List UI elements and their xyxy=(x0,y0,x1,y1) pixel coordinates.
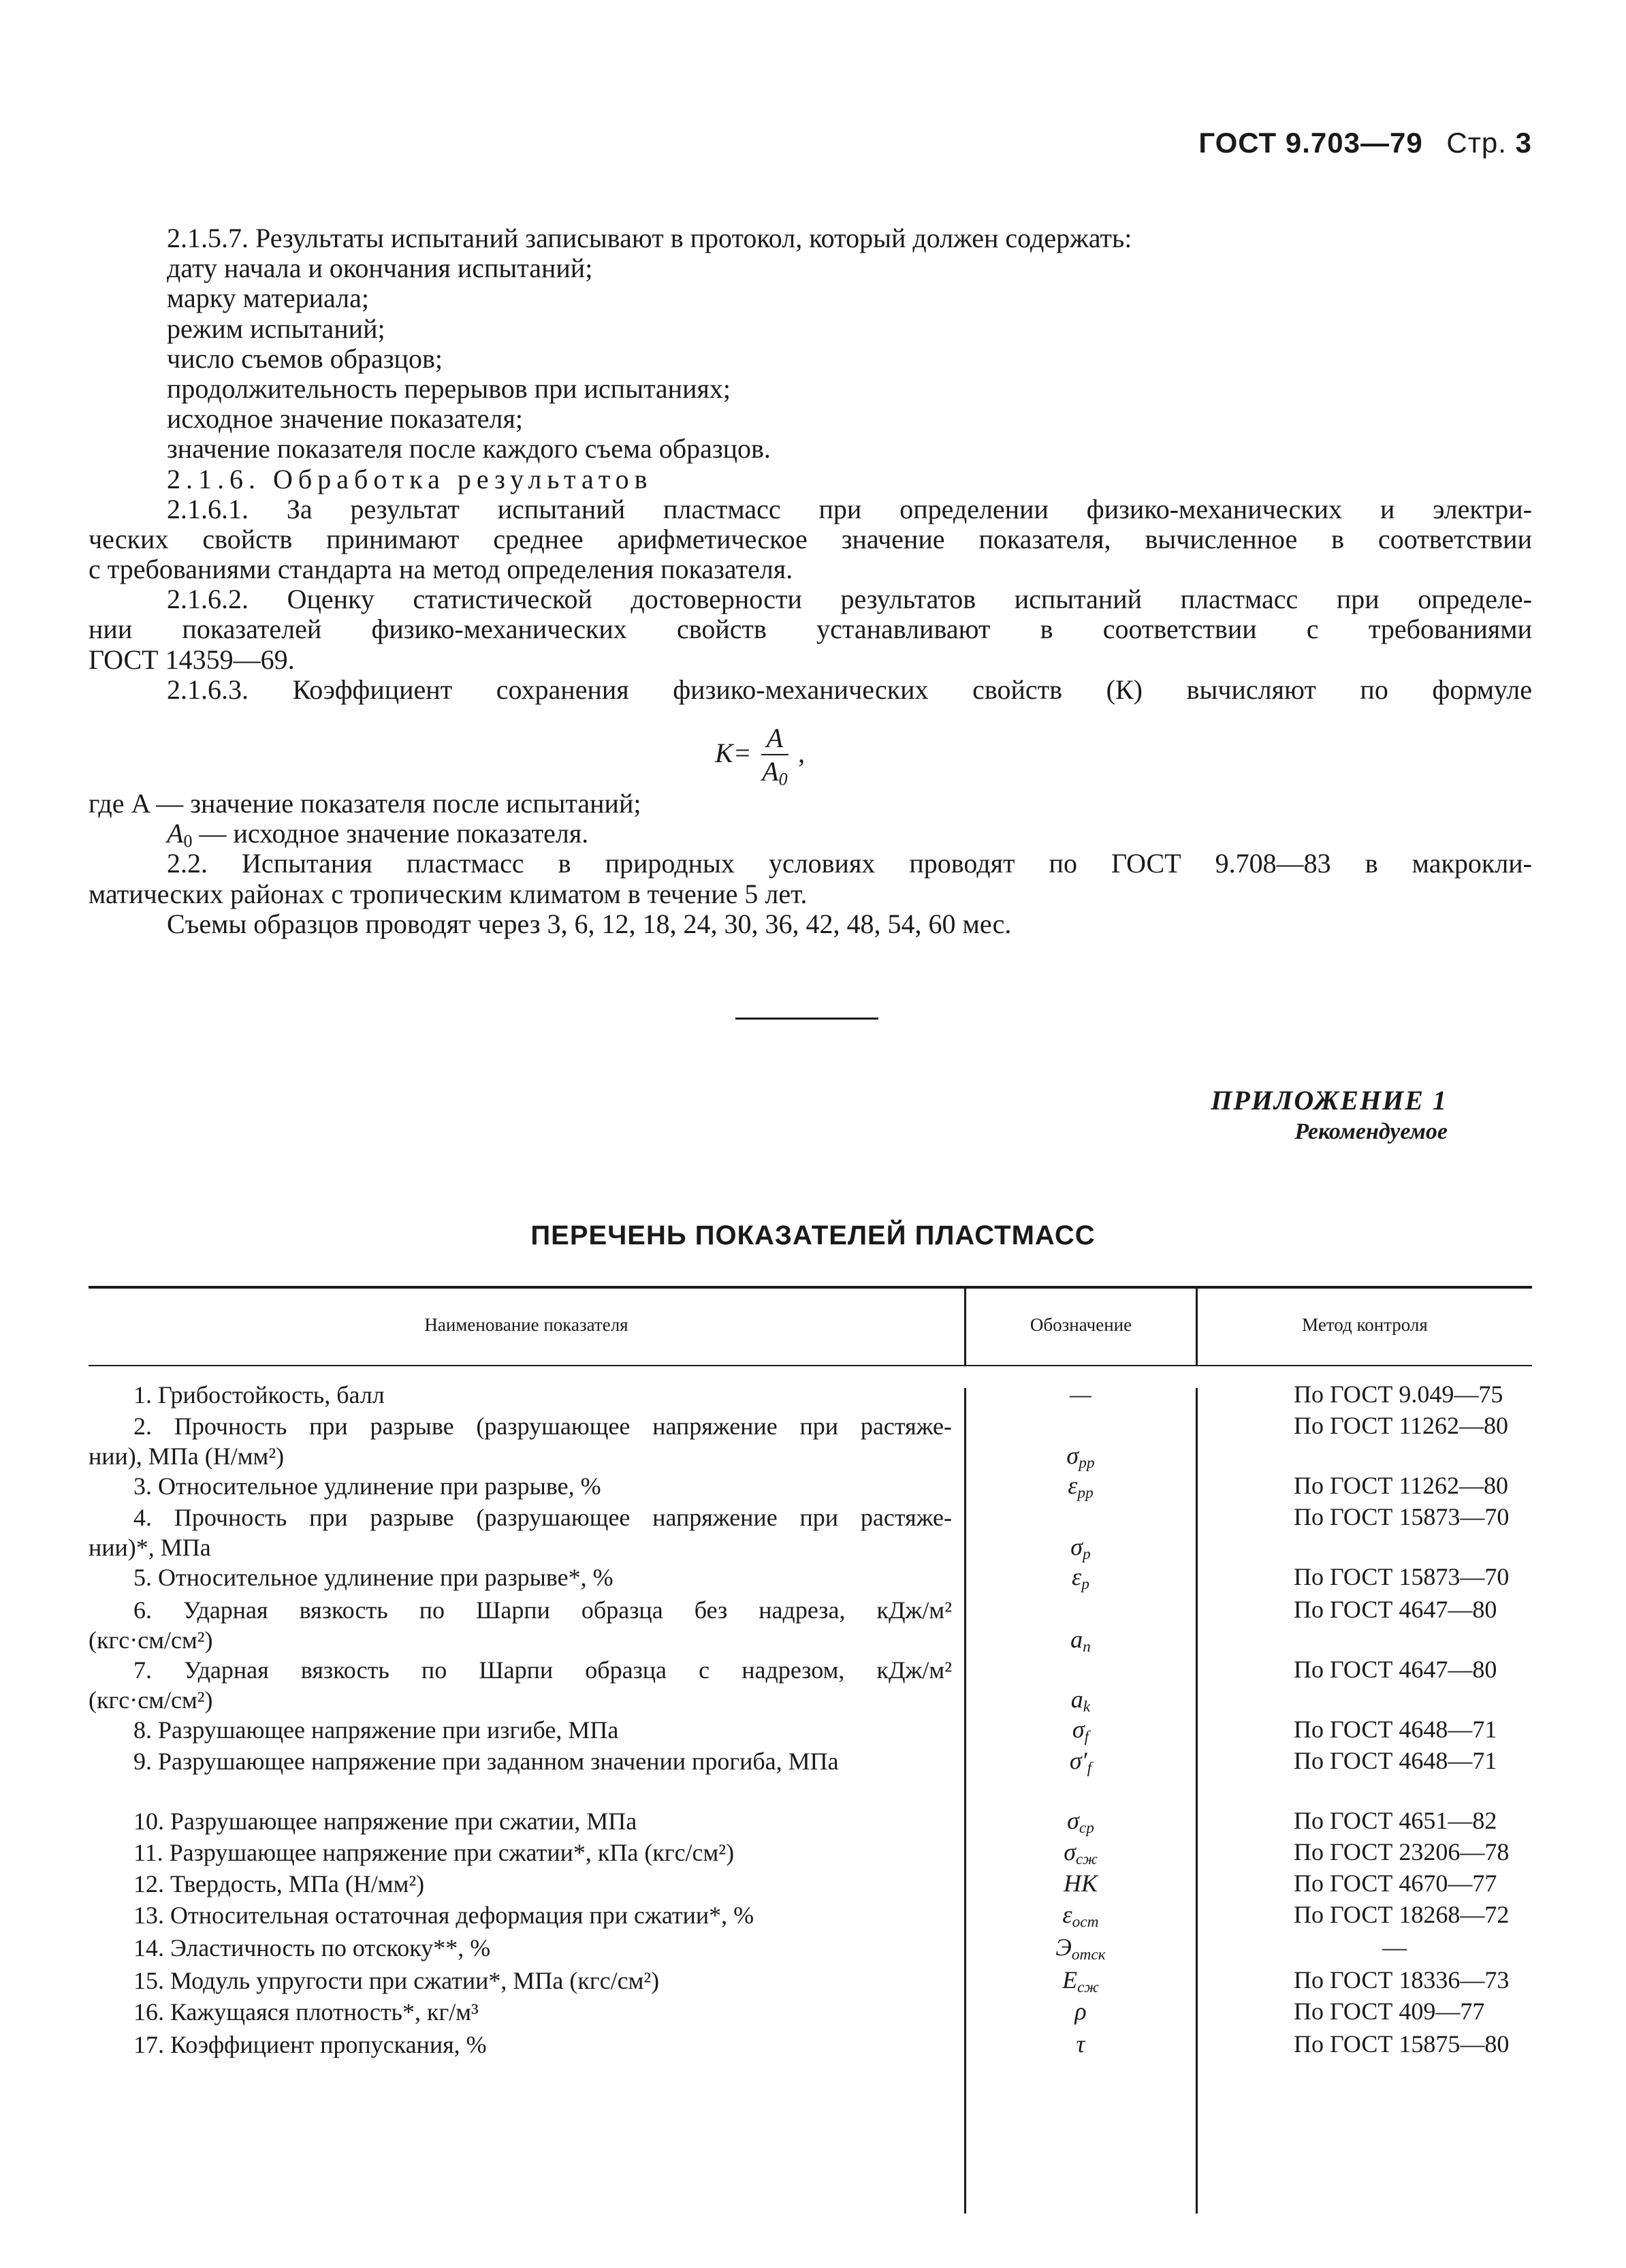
body-text-continued xyxy=(89,789,1532,939)
indicator-symbol: $\sigma'_f$ xyxy=(1069,1747,1092,1777)
indicator-symbol: $\sigma_{рр}$ xyxy=(1066,1442,1095,1472)
formula xyxy=(715,722,805,790)
control-method: По ГОСТ 18268—72 xyxy=(1294,1901,1510,1928)
indicator-symbol: $a_k$ xyxy=(1070,1686,1091,1716)
paragraph-2-1-5-7: 2.1.5.7. Результаты испытаний записывают в протокол, который должен содержать: xyxy=(167,223,1132,253)
indicator-name: 6. Ударная вязкость по Шарпи образца без надреза, кДж/м² (кгс·см/см²) xyxy=(89,1596,952,1654)
standard-number: ГОСТ 9.703—79 xyxy=(1198,127,1423,159)
control-method: По ГОСТ 15873—70 xyxy=(1294,1503,1510,1530)
control-method: По ГОСТ 11262—80 xyxy=(1294,1412,1509,1439)
paragraph-2-2-line: Съемы образцов проводят через 3, 6, 12, 18, 24, 30, 36, 42, 48, 54, 60 мес. xyxy=(167,908,1012,939)
indicator-name: 10. Разрушающее напряжение при сжатии, МПа xyxy=(133,1808,637,1835)
paragraph-2-1-6-3-line: 2.1.6.3. Коэффициент сохранения физико-механических свойств (К) вычисляют по формуле xyxy=(167,674,1532,705)
body-text xyxy=(89,223,1532,705)
table-title: ПЕРЕЧЕНЬ ПОКАЗАТЕЛЕЙ ПЛАСТМАСС xyxy=(530,1220,1096,1250)
control-method: По ГОСТ 4651—82 xyxy=(1294,1807,1497,1834)
page-label: Стр. xyxy=(1446,127,1507,159)
paragraph-2-1-6-1-line: с требованиями стандарта на метод определения показателя. xyxy=(89,554,793,585)
list-item: число съемов образцов; xyxy=(167,343,443,374)
indicator-name: 3. Относительное удлинение при разрыве, % xyxy=(133,1472,601,1500)
control-method: По ГОСТ 15875—80 xyxy=(1294,2030,1510,2058)
indicator-symbol: — xyxy=(1069,1381,1091,1408)
list-item: марку материала; xyxy=(167,283,369,314)
indicator-name: 4. Прочность при разрыве (разрушающее напряжение при растяже- нии)*, МПа xyxy=(89,1504,952,1561)
control-method: По ГОСТ 4648—71 xyxy=(1294,1747,1497,1774)
indicator-symbol: $\sigma_{ср}$ xyxy=(1067,1807,1094,1837)
indicator-symbol: $\sigma_{сж}$ xyxy=(1064,1838,1098,1868)
formula-numerator: A xyxy=(761,722,788,755)
list-item: дату начала и окончания испытаний; xyxy=(167,253,593,284)
page-number: 3 xyxy=(1515,127,1532,159)
paragraph-2-1-6-2-line: ГОСТ 14359—69. xyxy=(89,644,295,675)
control-method: По ГОСТ 9.049—75 xyxy=(1294,1381,1503,1408)
section-divider xyxy=(735,1018,878,1020)
control-method: По ГОСТ 4670—77 xyxy=(1294,1870,1497,1897)
indicator-name: 16. Кажущаяся плотность*, кг/м³ xyxy=(133,1998,479,2026)
indicator-symbol: ρ xyxy=(1074,1998,1087,2025)
indicator-symbol: $Э_{отск}$ xyxy=(1055,1934,1106,1964)
appendix-title: ПРИЛОЖЕНИЕ 1 xyxy=(1211,1085,1448,1116)
list-item: режим испытаний; xyxy=(167,313,385,344)
control-method: По ГОСТ 4647—80 xyxy=(1294,1596,1497,1623)
where-clause-1: где A — значение показателя после испытаний; xyxy=(89,788,641,819)
indicator-name: 14. Эластичность по отскоку**, % xyxy=(133,1934,491,1962)
paragraph-2-2-line: 2.2. Испытания пластмасс в природных условиях проводят по ГОСТ 9.708—83 в макрокли- xyxy=(167,848,1532,879)
control-method: По ГОСТ 409—77 xyxy=(1294,1998,1485,2025)
column-header-method: Метод контроля xyxy=(1302,1314,1428,1335)
indicator-symbol: $a_n$ xyxy=(1070,1626,1091,1656)
column-header-symbol: Обозначение xyxy=(1030,1314,1132,1335)
formula-denominator: $A_0$ xyxy=(762,756,788,789)
control-method: По ГОСТ 4648—71 xyxy=(1294,1716,1497,1743)
paragraph-2-1-6-1-line: ческих свойств принимают среднее арифметическое значение показателя, вычисленное в соответствии xyxy=(89,523,1532,554)
table-top-rule xyxy=(89,1286,1532,1289)
control-method: По ГОСТ 15873—70 xyxy=(1294,1563,1510,1590)
formula-lhs: K= xyxy=(715,737,752,768)
formula-fraction xyxy=(761,722,788,790)
indicator-name: 9. Разрушающее напряжение при заданном значении прогиба, МПа xyxy=(133,1748,839,1775)
page-header xyxy=(1198,127,1532,159)
appendix-status: Рекомендуемое xyxy=(1294,1119,1448,1144)
indicator-name: 15. Модуль упругости при сжатии*, МПа (кгс/см²) xyxy=(133,1967,660,1994)
indicator-symbol: $E_{сж}$ xyxy=(1062,1966,1099,1996)
paragraph-2-1-6-2-line: нии показателей физико-механических свойств устанавливают в соответствии с требованиями xyxy=(89,614,1532,645)
indicator-name: 8. Разрушающее напряжение при изгибе, МПа xyxy=(133,1716,619,1744)
indicator-symbol: τ xyxy=(1076,2030,1085,2058)
indicator-name: 11. Разрушающее напряжение при сжатии*, кПа (кгс/см²) xyxy=(133,1839,735,1866)
indicator-name: 1. Грибостойкость, балл xyxy=(133,1381,385,1408)
table-header-rule xyxy=(89,1365,1532,1366)
column-header-name: Наименование показателя xyxy=(424,1314,628,1335)
control-method: По ГОСТ 23206—78 xyxy=(1294,1838,1510,1865)
indicator-symbol: $\varepsilon_{рр}$ xyxy=(1068,1472,1094,1502)
paragraph-2-2-line: матических районах с тропическим климатом в течение 5 лет. xyxy=(89,878,808,909)
control-method: По ГОСТ 4647—80 xyxy=(1294,1656,1497,1683)
formula-tail: , xyxy=(798,737,806,768)
control-method: По ГОСТ 11262—80 xyxy=(1294,1472,1509,1499)
indicator-name: 2. Прочность при разрыве (разрушающее напряжение при растяже- нии), МПа (Н/мм²) xyxy=(89,1413,952,1470)
column-divider xyxy=(1196,1388,1198,2214)
list-item: исходное значение показателя; xyxy=(167,403,523,435)
indicator-symbol: HK xyxy=(1063,1870,1098,1897)
paragraph-2-1-6-2-line: 2.1.6.2. Оценку статистической достоверности результатов испытаний пластмасс при определе- xyxy=(167,584,1532,615)
list-item: продолжительность перерывов при испытаниях; xyxy=(167,373,731,404)
indicator-name: 5. Относительное удлинение при разрыве*, % xyxy=(133,1564,613,1591)
column-divider xyxy=(964,1388,966,2214)
indicator-name: 7. Ударная вязкость по Шарпи образца с надрезом, кДж/м² (кгс·см/см²) xyxy=(89,1656,952,1714)
paragraph-2-1-6-1-line: 2.1.6.1. За результат испытаний пластмасс при определении физико-механических и электри- xyxy=(167,493,1532,524)
where-clause-2: $A_0$ — исходное значение показателя. xyxy=(167,818,589,851)
section-heading-2-1-6: 2.1.6. Обработка результатов xyxy=(167,463,653,494)
indicator-symbol: $\sigma_р$ xyxy=(1070,1533,1091,1563)
indicator-symbol: $\varepsilon_р$ xyxy=(1072,1563,1089,1593)
indicator-symbol: $\sigma_f$ xyxy=(1072,1716,1089,1746)
control-method: — xyxy=(1382,1934,1407,1961)
control-method: По ГОСТ 18336—73 xyxy=(1294,1966,1510,1994)
list-item: значение показателя после каждого съема образцов. xyxy=(167,433,771,464)
indicator-name: 12. Твердость, МПа (Н/мм²) xyxy=(133,1870,425,1897)
indicator-symbol: $\varepsilon_{ост}$ xyxy=(1062,1901,1099,1931)
indicator-name: 13. Относительная остаточная деформация при сжатии*, % xyxy=(133,1902,754,1929)
indicator-name: 17. Коэффициент пропускания, % xyxy=(133,2031,487,2058)
appendix-label xyxy=(1211,1084,1448,1145)
